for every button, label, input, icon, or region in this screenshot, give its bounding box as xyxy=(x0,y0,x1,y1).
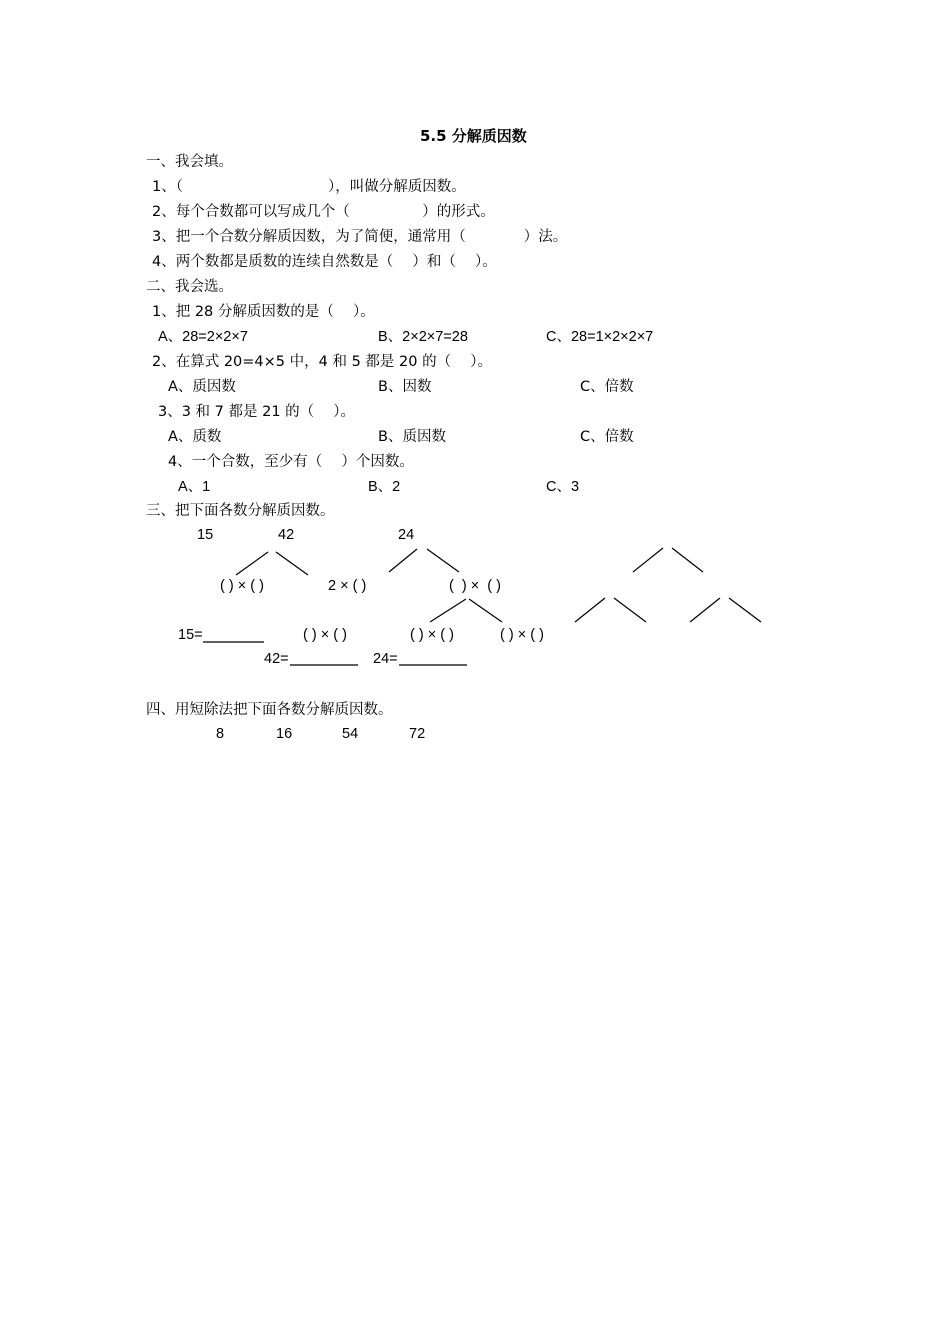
branch-line xyxy=(276,552,308,575)
s3-tree-42-partial: 2 × ( ) xyxy=(328,578,367,594)
branch-line xyxy=(672,548,703,572)
s2-question-1: 1、把 28 分解质因数的是（ ）。 xyxy=(152,304,375,320)
s2-q3-option-b: B、质因数 xyxy=(378,429,446,445)
section-4-heading: 四、用短除法把下面各数分解质因数。 xyxy=(146,702,393,718)
s2-q1-option-b: B、2×2×7=28 xyxy=(378,329,468,345)
s4-number-72: 72 xyxy=(409,726,426,742)
s3-tree-row2-c: ( ) × ( ) xyxy=(500,627,544,643)
branch-line xyxy=(389,549,417,572)
s2-question-3: 3、3 和 7 都是 21 的（ ）。 xyxy=(158,404,356,420)
branch-line xyxy=(729,598,761,622)
s4-number-54: 54 xyxy=(342,726,359,742)
s1-question-3: 3、把一个合数分解质因数，为了简便，通常用（ ）法。 xyxy=(152,229,568,245)
s2-q2-option-c: C、倍数 xyxy=(580,379,634,395)
s2-q1-option-c: C、28=1×2×2×7 xyxy=(546,329,654,345)
branch-line xyxy=(575,598,605,622)
s3-tree-24-children: ( ) × ( ) xyxy=(449,578,501,594)
branch-line xyxy=(690,598,720,622)
branch-line xyxy=(614,598,646,622)
s2-q3-option-a: A、质数 xyxy=(168,429,222,445)
s1-question-2: 2、每个合数都可以写成几个（ ）的形式。 xyxy=(152,204,495,220)
s2-q3-option-c: C、倍数 xyxy=(580,429,634,445)
s2-q2-option-a: A、质因数 xyxy=(168,379,236,395)
s2-q4-option-c: C、3 xyxy=(546,479,580,495)
s3-number-15: 15 xyxy=(197,527,214,543)
s1-question-4: 4、两个数都是质数的连续自然数是（ ）和（ ）。 xyxy=(152,254,497,270)
s3-tree-42-children: ( ) × ( ) xyxy=(220,578,264,594)
s4-number-16: 16 xyxy=(276,726,293,742)
section-2-heading: 二、我会选。 xyxy=(146,279,233,295)
s1-question-1: 1、（ ），叫做分解质因数。 xyxy=(152,179,466,195)
s2-q4-option-b: B、2 xyxy=(368,479,401,495)
s4-number-8: 8 xyxy=(216,726,225,742)
section-1-heading: 一、我会填。 xyxy=(146,154,233,170)
branch-line xyxy=(469,599,502,622)
section-3-heading: 三、把下面各数分解质因数。 xyxy=(146,503,335,519)
branch-line xyxy=(427,549,459,572)
s3-answer-24: 24= xyxy=(373,651,398,667)
s2-question-2: 2、在算式 20=4×5 中，4 和 5 都是 20 的（ ）。 xyxy=(152,354,492,370)
s3-tree-row2-b: ( ) × ( ) xyxy=(410,627,454,643)
branch-line xyxy=(633,548,663,572)
s3-answer-42: 42= xyxy=(264,651,289,667)
s2-q2-option-b: B、因数 xyxy=(378,379,432,395)
branch-line xyxy=(236,552,268,575)
s3-number-42: 42 xyxy=(278,527,295,543)
s2-q1-option-a: A、28=2×2×7 xyxy=(158,329,248,345)
s3-answer-15: 15= xyxy=(178,627,203,643)
branch-line xyxy=(430,599,466,622)
s2-q4-option-a: A、1 xyxy=(178,479,211,495)
page-title: 5.5 分解质因数 xyxy=(420,127,527,145)
s3-tree-row2-a: ( ) × ( ) xyxy=(303,627,347,643)
s2-question-4: 4、一个合数，至少有（ ）个因数。 xyxy=(168,454,414,470)
s3-number-24: 24 xyxy=(398,527,415,543)
